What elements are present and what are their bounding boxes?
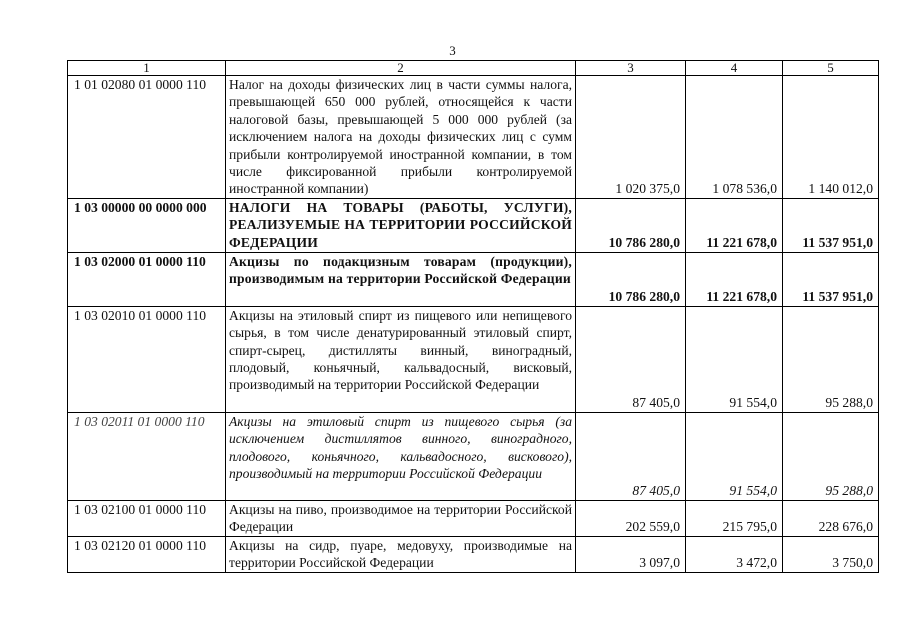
amount-year-1-cell: 87 405,0	[576, 306, 686, 412]
revenue-name-cell: НАЛОГИ НА ТОВАРЫ (РАБОТЫ, УСЛУГИ), РЕАЛИЗУЕМЫЕ НА ТЕРРИТОРИИ РОССИЙСКОЙ ФЕДЕРАЦИИ	[226, 198, 576, 252]
amount-year-2-cell: 11 221 678,0	[686, 198, 783, 252]
budget-code-cell: 1 03 02010 01 0000 110	[68, 306, 226, 412]
amount-year-2-cell: 91 554,0	[686, 306, 783, 412]
table-row	[68, 412, 879, 500]
amount-year-3-cell: 228 676,0	[783, 500, 879, 536]
column-header-year-3: 5	[783, 61, 879, 76]
table-header-row	[68, 61, 879, 76]
amount-year-1-cell: 87 405,0	[576, 412, 686, 500]
budget-revenue-table	[67, 60, 879, 573]
amount-year-2-cell: 11 221 678,0	[686, 252, 783, 306]
amount-year-3-cell: 95 288,0	[783, 306, 879, 412]
revenue-name-cell: Акцизы на этиловый спирт из пищевого или непищевого сырья, в том числе денатурированный этиловый спирт, спирт-сырец, дистилляты винный, виноградный, плодовый, коньячный, кальвадосный, висковый, производимый на территории Российской Федерации	[226, 306, 576, 412]
table-row	[68, 198, 879, 252]
amount-year-2-cell: 215 795,0	[686, 500, 783, 536]
amount-year-1-cell: 202 559,0	[576, 500, 686, 536]
page-number: 3	[449, 43, 456, 58]
amount-year-2-cell: 1 078 536,0	[686, 76, 783, 199]
budget-code-cell: 1 03 00000 00 0000 000	[68, 198, 226, 252]
table-row	[68, 76, 879, 199]
budget-code-cell: 1 03 02100 01 0000 110	[68, 500, 226, 536]
amount-year-1-cell: 1 020 375,0	[576, 76, 686, 199]
amount-year-3-cell: 3 750,0	[783, 536, 879, 572]
amount-year-1-cell: 3 097,0	[576, 536, 686, 572]
column-header-year-2: 4	[686, 61, 783, 76]
revenue-name-cell: Акцизы на этиловый спирт из пищевого сырья (за исключением дистиллятов винного, виноградного, плодового, коньячного, кальвадосного, вискового), производимый на территории Российской Федерации	[226, 412, 576, 500]
budget-code-cell: 1 03 02000 01 0000 110	[68, 252, 226, 306]
column-header-year-1: 3	[576, 61, 686, 76]
table-row	[68, 500, 879, 536]
column-header-code: 1	[68, 61, 226, 76]
budget-code-cell: 1 03 02011 01 0000 110	[68, 412, 226, 500]
revenue-name-cell: Налог на доходы физических лиц в части суммы налога, превышающей 650 000 рублей, относящейся к части налоговой базы, превышающей 5 000 000 рублей (за исключением налога на доходы физических лиц с сумм прибыли контролируемой иностранной компании, в том числе фиксированной прибыли контролируемой иностранной компании)	[226, 76, 576, 199]
revenue-name-cell: Акцизы на сидр, пуаре, медовуху, производимые на территории Российской Федерации	[226, 536, 576, 572]
amount-year-3-cell: 11 537 951,0	[783, 252, 879, 306]
amount-year-1-cell: 10 786 280,0	[576, 252, 686, 306]
amount-year-2-cell: 3 472,0	[686, 536, 783, 572]
revenue-name-cell: Акцизы на пиво, производимое на территории Российской Федерации	[226, 500, 576, 536]
amount-year-3-cell: 95 288,0	[783, 412, 879, 500]
table-row	[68, 252, 879, 306]
budget-code-cell: 1 01 02080 01 0000 110	[68, 76, 226, 199]
table-row	[68, 536, 879, 572]
budget-code-cell: 1 03 02120 01 0000 110	[68, 536, 226, 572]
amount-year-3-cell: 11 537 951,0	[783, 198, 879, 252]
table-row	[68, 306, 879, 412]
amount-year-1-cell: 10 786 280,0	[576, 198, 686, 252]
column-header-name: 2	[226, 61, 576, 76]
amount-year-2-cell: 91 554,0	[686, 412, 783, 500]
revenue-name-cell: Акцизы по подакцизным товарам (продукции), производимым на территории Российской Федерации	[226, 252, 576, 306]
amount-year-3-cell: 1 140 012,0	[783, 76, 879, 199]
